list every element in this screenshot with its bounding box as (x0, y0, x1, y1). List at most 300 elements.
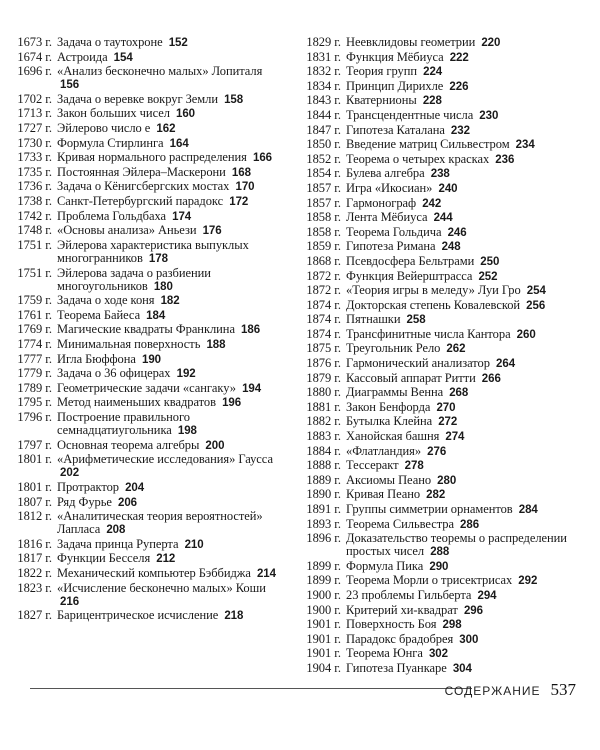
toc-entry (299, 65, 571, 79)
toc-entry-title (57, 137, 282, 151)
toc-entry-title-text: Теорема Морли о трисектрисах (346, 573, 513, 588)
toc-entry-title-text: Теорема Гольдича (346, 224, 442, 239)
toc-entry-year: 1857 г. (306, 195, 341, 210)
toc-entry (299, 589, 571, 603)
toc-entry-title-text: Теория групп (346, 64, 418, 79)
toc-entry-page: 176 (202, 225, 222, 238)
toc-entry-year: 1890 г. (306, 487, 341, 502)
toc-entry-title (57, 382, 282, 396)
toc-entry-title (346, 357, 571, 371)
toc-entry-title (57, 107, 282, 121)
toc-entry-title-text: Закон больших чисел (57, 106, 170, 121)
toc-entry (299, 430, 571, 444)
toc-entry (10, 481, 282, 495)
toc-entry-page: 194 (242, 382, 262, 395)
toc-entry-title-text: «Аналитическая теория вероятностей» Лапласа (57, 509, 263, 537)
toc-entry-title-text: Парадокс брадобрея (346, 631, 454, 646)
toc-entry-year: 1875 г. (306, 341, 341, 356)
toc-entry-year: 1879 г. (306, 370, 341, 385)
toc-entry-title-text: Санкт-Петербургский парадокс (57, 194, 224, 209)
toc-entry-title-text: Игла Бюффона (57, 351, 136, 366)
toc-entry-year: 1872 г. (306, 268, 341, 283)
toc-entry-page: 238 (430, 168, 450, 181)
toc-entry-page: 256 (526, 299, 546, 312)
toc-entry-title (346, 518, 571, 532)
toc-entry-title (57, 538, 282, 552)
toc-entry-year: 1702 г. (17, 91, 52, 106)
toc-entry (299, 211, 571, 225)
toc-entry-title (346, 255, 571, 269)
toc-entry-page: 166 (252, 152, 273, 165)
toc-entry-year: 1733 г. (17, 150, 52, 165)
toc-entry-page: 290 (429, 560, 449, 573)
toc-entry-title-text: Задача о таутохроне (57, 35, 163, 49)
toc-entry-title (346, 459, 571, 473)
toc-entry-page: 222 (449, 51, 469, 64)
toc-entry-title-text: Введение матриц Сильвестром (346, 137, 510, 152)
toc-entry-page: 254 (526, 285, 546, 298)
toc-entry-year: 1900 г. (306, 588, 341, 603)
toc-entry-year: 1834 г. (306, 78, 341, 93)
toc-entry-title (57, 367, 282, 381)
toc-entry-title-text: Протрактор (57, 479, 119, 494)
toc-entry-title-text: Ряд Фурье (57, 494, 112, 509)
toc-entry-title (57, 180, 282, 194)
toc-entry (10, 180, 282, 194)
toc-entry (299, 255, 571, 269)
toc-entry (10, 367, 282, 381)
toc-entry-page: 236 (495, 153, 515, 166)
toc-entry-year: 1858 г. (306, 224, 341, 239)
toc-entry-title (346, 109, 571, 123)
toc-entry (299, 226, 571, 240)
toc-entry-title (57, 65, 282, 92)
toc-entry-title (57, 609, 282, 623)
toc-entry-title (346, 401, 571, 415)
toc-entry-title (346, 197, 571, 211)
toc-entry (10, 338, 282, 352)
toc-entry-page: 294 (477, 590, 497, 603)
toc-entry-title (346, 211, 571, 225)
toc-entry-page: 286 (460, 518, 480, 531)
toc-entry (299, 328, 571, 342)
toc-entry-title-text: Формула Пика (346, 558, 424, 573)
toc-entry-title-text: Гипотеза Каталана (346, 122, 445, 137)
toc-entry (299, 240, 571, 254)
toc-entry-page: 246 (447, 226, 467, 239)
toc-entry (299, 445, 571, 459)
toc-entry (299, 560, 571, 574)
toc-entry-year: 1761 г. (17, 307, 52, 322)
toc-entry-title-text: Закон Бенфорда (346, 399, 431, 414)
toc-entry-page: 234 (515, 139, 535, 152)
toc-entry-year: 1827 г. (17, 608, 52, 623)
toc-entry-title (346, 560, 571, 574)
toc-entry-title (57, 309, 282, 323)
toc-entry-title-text: Группы симметрии орнаментов (346, 502, 513, 516)
toc-entry-title (57, 510, 282, 537)
toc-entry-title (57, 567, 282, 581)
toc-entry-title-text: Булева алгебра (346, 166, 425, 181)
toc-entry-title-text: 23 проблемы Гильберта (346, 588, 472, 603)
toc-entry-title-text: Диаграммы Венна (346, 385, 444, 400)
toc-entry-year: 1801 г. (17, 479, 52, 494)
toc-entry-title-text: Принцип Дирихле (346, 78, 444, 93)
toc-entry (299, 313, 571, 327)
toc-entry-year: 1748 г. (17, 223, 52, 238)
toc-entry (10, 609, 282, 623)
toc-entry-title (57, 195, 282, 209)
toc-entry-page: 262 (446, 343, 466, 356)
toc-entry-page: 196 (222, 397, 242, 410)
toc-entry-page: 162 (156, 123, 176, 136)
toc-entry-page: 296 (463, 604, 483, 617)
toc-entry-page: 218 (224, 610, 244, 623)
toc-entry-page: 208 (106, 524, 126, 537)
toc-entry-page: 212 (156, 553, 176, 566)
toc-entry-title (346, 647, 571, 661)
toc-entry (10, 382, 282, 396)
toc-entry-year: 1891 г. (306, 502, 341, 516)
toc-entry-year: 1874 г. (306, 312, 341, 327)
toc-entry-page: 230 (479, 109, 499, 122)
toc-entry-year: 1843 г. (306, 93, 341, 108)
toc-entry (10, 411, 282, 438)
toc-entry-year: 1876 г. (306, 356, 341, 371)
toc-entry-title (346, 182, 571, 196)
toc-entry-title-text: Магические квадраты Франклина (57, 322, 235, 337)
toc-entry-year: 1899 г. (306, 573, 341, 588)
toc-entry-page: 186 (241, 324, 261, 337)
toc-entry-title (346, 65, 571, 79)
footer-rule (30, 688, 472, 689)
toc-entry-page: 152 (168, 37, 188, 49)
toc-entry-title-text: Кассовый аппарат Ритти (346, 370, 476, 385)
toc-entry-page: 264 (496, 358, 516, 371)
toc-entry-title (346, 589, 571, 603)
toc-entry-page: 168 (231, 166, 251, 179)
toc-entry (10, 309, 282, 323)
toc-entry-page: 284 (518, 504, 538, 516)
toc-entry-year: 1727 г. (17, 121, 52, 136)
toc-entry (10, 396, 282, 410)
toc-entry (299, 270, 571, 284)
toc-entry (299, 386, 571, 400)
toc-entry (299, 532, 571, 559)
toc-entry (10, 151, 282, 165)
toc-entry (299, 182, 571, 196)
toc-entry-title-text: Неевклидовы геометрии (346, 35, 476, 49)
toc-entry-year: 1674 г. (17, 49, 52, 64)
toc-entry-title-text: Проблема Гольдбаха (57, 208, 167, 223)
toc-entry (10, 210, 282, 224)
toc-entry-title-text: Кватернионы (346, 93, 417, 108)
toc-entry-page: 226 (449, 80, 469, 93)
toc-entry-title (346, 94, 571, 108)
toc-entry (299, 372, 571, 386)
toc-entry-title (346, 80, 571, 94)
toc-entry-title-text: Астроида (57, 49, 108, 64)
toc-entry (299, 51, 571, 65)
toc-entry-year: 1795 г. (17, 395, 52, 410)
toc-entry-title (346, 36, 571, 50)
toc-entry (299, 401, 571, 415)
toc-entry-page: 160 (175, 108, 196, 121)
toc-entry (299, 342, 571, 356)
toc-entry-title (346, 226, 571, 240)
toc-entry-page: 270 (436, 401, 456, 414)
toc-entry-page: 220 (481, 37, 501, 49)
toc-entry-title (346, 124, 571, 138)
toc-entry-page: 170 (235, 181, 255, 194)
toc-entry-title-text: Метод наименьших квадратов (57, 395, 216, 410)
toc-entry-title-text: Теорема о четырех красках (346, 151, 490, 166)
toc-entry (10, 93, 282, 107)
toc-entry (299, 415, 571, 429)
toc-entry-title (57, 166, 282, 180)
toc-entry-year: 1831 г. (306, 49, 341, 64)
toc-entry-year: 1883 г. (306, 429, 341, 444)
toc-entry-title (57, 396, 282, 410)
toc-entry-year: 1901 г. (306, 617, 341, 632)
toc-entry (299, 109, 571, 123)
toc-entry-page: 216 (60, 595, 80, 608)
toc-entry-year: 1854 г. (306, 166, 341, 181)
toc-entry-year: 1816 г. (17, 536, 52, 551)
toc-entry (299, 197, 571, 211)
toc-entry-year: 1713 г. (17, 106, 52, 121)
toc-entry-title-text: «Исчисление бесконечно малых» Коши (57, 580, 266, 595)
toc-entry-year: 1847 г. (306, 122, 341, 137)
toc-entry-page: 214 (256, 567, 276, 580)
toc-entry (299, 459, 571, 473)
toc-entry-year: 1901 г. (306, 646, 341, 661)
toc-entry-page: 266 (481, 372, 501, 385)
toc-entry-title (346, 633, 571, 647)
toc-entry-page: 174 (172, 210, 192, 223)
toc-entry-title-text: Функция Вейерштрасса (346, 268, 473, 283)
toc-entry-year: 1796 г. (17, 409, 52, 424)
toc-entry-title (346, 430, 571, 444)
toc-entry-title (57, 496, 282, 510)
toc-entry (299, 80, 571, 94)
toc-entry-page: 228 (422, 95, 442, 108)
toc-entry-year: 1759 г. (17, 293, 52, 308)
toc-entry-title-text: Гипотеза Римана (346, 239, 436, 254)
toc-entry (10, 582, 282, 609)
toc-entry-title (346, 51, 571, 65)
toc-entry-title (346, 153, 571, 167)
toc-entry (10, 166, 282, 180)
toc-entry-year: 1899 г. (306, 558, 341, 573)
toc-entry-title-text: Пятнашки (346, 312, 401, 327)
toc-entry-title-text: Построение правильного семнадцатиугольника (57, 409, 190, 438)
toc-entry-title-text: Задача принца Руперта (57, 536, 179, 551)
toc-entry (299, 574, 571, 588)
toc-entry-page: 210 (184, 538, 204, 551)
toc-entry-page: 190 (141, 353, 162, 366)
toc-entry-page: 260 (516, 328, 536, 341)
toc-entry-page: 292 (518, 575, 538, 588)
toc-entry-year: 1789 г. (17, 380, 52, 395)
toc-entry (10, 453, 282, 480)
toc-entry-year: 1823 г. (17, 580, 52, 595)
toc-entry-title-text: Эйлерова задача о разбиении многоугольников (57, 265, 211, 293)
toc-entry-year: 1882 г. (306, 414, 341, 429)
toc-entry-year: 1829 г. (306, 35, 341, 49)
toc-entry (10, 510, 282, 537)
toc-entry-title (57, 239, 282, 266)
toc-entry-title (57, 93, 282, 107)
toc-entry-page: 200 (205, 439, 225, 452)
toc-entry (299, 503, 571, 517)
toc-entry (10, 122, 282, 136)
toc-entry-title-text: Докторская степень Ковалевской (346, 297, 521, 312)
toc-entry (299, 662, 571, 676)
toc-entry-page: 280 (437, 474, 457, 487)
toc-entry-page: 242 (422, 197, 442, 210)
toc-entry-title-text: «Флатландия» (346, 443, 422, 458)
toc-entry-page: 276 (427, 445, 447, 458)
toc-entry-year: 1901 г. (306, 631, 341, 646)
toc-entry-title (346, 342, 571, 356)
toc-entry-year: 1884 г. (306, 443, 341, 458)
toc-entry-year: 1673 г. (17, 35, 52, 49)
toc-entry-year: 1832 г. (306, 64, 341, 79)
toc-entry-title-text: Формула Стирлинга (57, 135, 164, 150)
toc-entry-title (57, 51, 282, 65)
toc-entry-title (346, 284, 571, 298)
toc-entry-year: 1857 г. (306, 180, 341, 195)
toc-entry (10, 323, 282, 337)
toc-entry-year: 1881 г. (306, 399, 341, 414)
toc-entry (299, 153, 571, 167)
toc-entry-page: 184 (146, 309, 166, 322)
toc-entry-year: 1822 г. (17, 565, 52, 580)
toc-entry-year: 1779 г. (17, 366, 52, 381)
toc-entry-title-text: Доказательство теоремы о распределении простых чисел (346, 531, 567, 559)
toc-entry-title-text: Эйлерово число e (57, 121, 151, 136)
toc-entry-page: 252 (478, 270, 498, 283)
toc-entry-page: 272 (438, 416, 458, 429)
toc-entry-title-text: Лента Мёбиуса (346, 210, 428, 225)
toc-entry-page: 158 (224, 93, 244, 106)
toc-entry-title (346, 474, 571, 488)
toc-entry-page: 224 (423, 66, 443, 79)
toc-entry-page: 202 (60, 467, 80, 480)
toc-entry-page: 240 (438, 182, 458, 195)
toc-entry-year: 1900 г. (306, 602, 341, 617)
toc-entry-page: 300 (459, 633, 479, 646)
toc-entry (10, 137, 282, 151)
toc-entry-page: 304 (452, 663, 472, 676)
toc-entry-title-text: Барицентрическое исчисление (57, 608, 219, 623)
toc-entry-page: 232 (450, 124, 470, 137)
toc-entry-year: 1696 г. (17, 64, 52, 79)
toc-entry-title (57, 353, 282, 367)
toc-entry-title-text: Ханойская башня (346, 429, 440, 444)
toc-entry-page: 244 (433, 212, 453, 225)
toc-entry-year: 1801 г. (17, 452, 52, 467)
toc-entry-year: 1874 г. (306, 297, 341, 312)
toc-entry (299, 167, 571, 181)
toc-entry (299, 518, 571, 532)
toc-entry-title-text: Минимальная поверхность (57, 336, 201, 351)
toc-entry-year: 1896 г. (306, 531, 341, 546)
toc-entry (10, 439, 282, 453)
toc-entry-year: 1742 г. (17, 208, 52, 223)
toc-entry (299, 633, 571, 647)
toc-entry-title (346, 299, 571, 313)
toc-entry-year: 1797 г. (17, 437, 52, 452)
toc-entry (10, 552, 282, 566)
toc-entry-title (346, 503, 571, 517)
toc-entry-title (57, 552, 282, 566)
page-footer (445, 680, 576, 700)
toc-entry-title (346, 532, 571, 559)
toc-entry-title-text: Псевдосфера Бельтрами (346, 253, 475, 268)
toc-entry (299, 474, 571, 488)
toc-entry-page: 288 (430, 546, 450, 559)
toc-entry-title-text: Теорема Юнга (346, 646, 423, 661)
toc-entry-title-text: Теорема Сильвестра (346, 516, 454, 531)
toc-entry (10, 224, 282, 238)
toc-entry-page: 154 (113, 51, 133, 64)
toc-entry-title-text: Гармонический анализатор (346, 356, 490, 371)
toc-entry-year: 1844 г. (306, 107, 341, 122)
toc-entry-title-text: Теорема Байеса (57, 307, 141, 322)
toc-entry-year: 1774 г. (17, 336, 52, 351)
toc-entry-title (346, 328, 571, 342)
toc-entry-title (346, 386, 571, 400)
toc-entry-title-text: Гармонограф (346, 195, 417, 210)
toc-entry-year: 1872 г. (306, 283, 341, 298)
toc-entry-title (346, 313, 571, 327)
toc-entry (299, 138, 571, 152)
toc-entry-title-text: Трансцендентные числа (346, 107, 474, 122)
toc-entry (299, 94, 571, 108)
toc-entry (299, 36, 571, 50)
toc-entry-title (346, 574, 571, 588)
toc-column-right (299, 36, 571, 677)
toc-entry-title-text: Поверхность Боя (346, 617, 437, 632)
toc-entry-year: 1736 г. (17, 179, 52, 194)
toc-entry-title-text: Геометрические задачи «сангаку» (57, 380, 236, 395)
toc-entry-year: 1812 г. (17, 509, 52, 524)
toc-entry-title-text: Задача о ходе коня (57, 293, 155, 308)
toc-entry-title-text: Функции Бесселя (57, 551, 151, 566)
toc-entry-title-text: Аксиомы Пеано (346, 472, 432, 487)
toc-entry-year: 1874 г. (306, 326, 341, 341)
toc-entry-title (346, 488, 571, 502)
toc-entry-year: 1850 г. (306, 137, 341, 152)
toc-entry-year: 1769 г. (17, 322, 52, 337)
toc-entry-page: 204 (125, 481, 145, 494)
toc-entry-title-text: Кривая Пеано (346, 487, 421, 502)
toc-entry (10, 267, 282, 294)
toc-entry-title (346, 415, 571, 429)
toc-entry (299, 357, 571, 371)
toc-entry-title (57, 151, 282, 165)
toc-entry-title-text: «Основы анализа» Аньези (57, 223, 197, 238)
toc-entry-year: 1888 г. (306, 458, 341, 473)
toc-entry-title-text: Бутылка Клейна (346, 414, 433, 429)
toc-entry-title-text: «Арифметические исследования» Гаусса (57, 452, 273, 467)
toc-entry-year: 1852 г. (306, 151, 341, 166)
toc-entry-page: 302 (428, 648, 448, 661)
toc-entry-title (57, 323, 282, 337)
toc-entry-year: 1751 г. (17, 237, 52, 252)
